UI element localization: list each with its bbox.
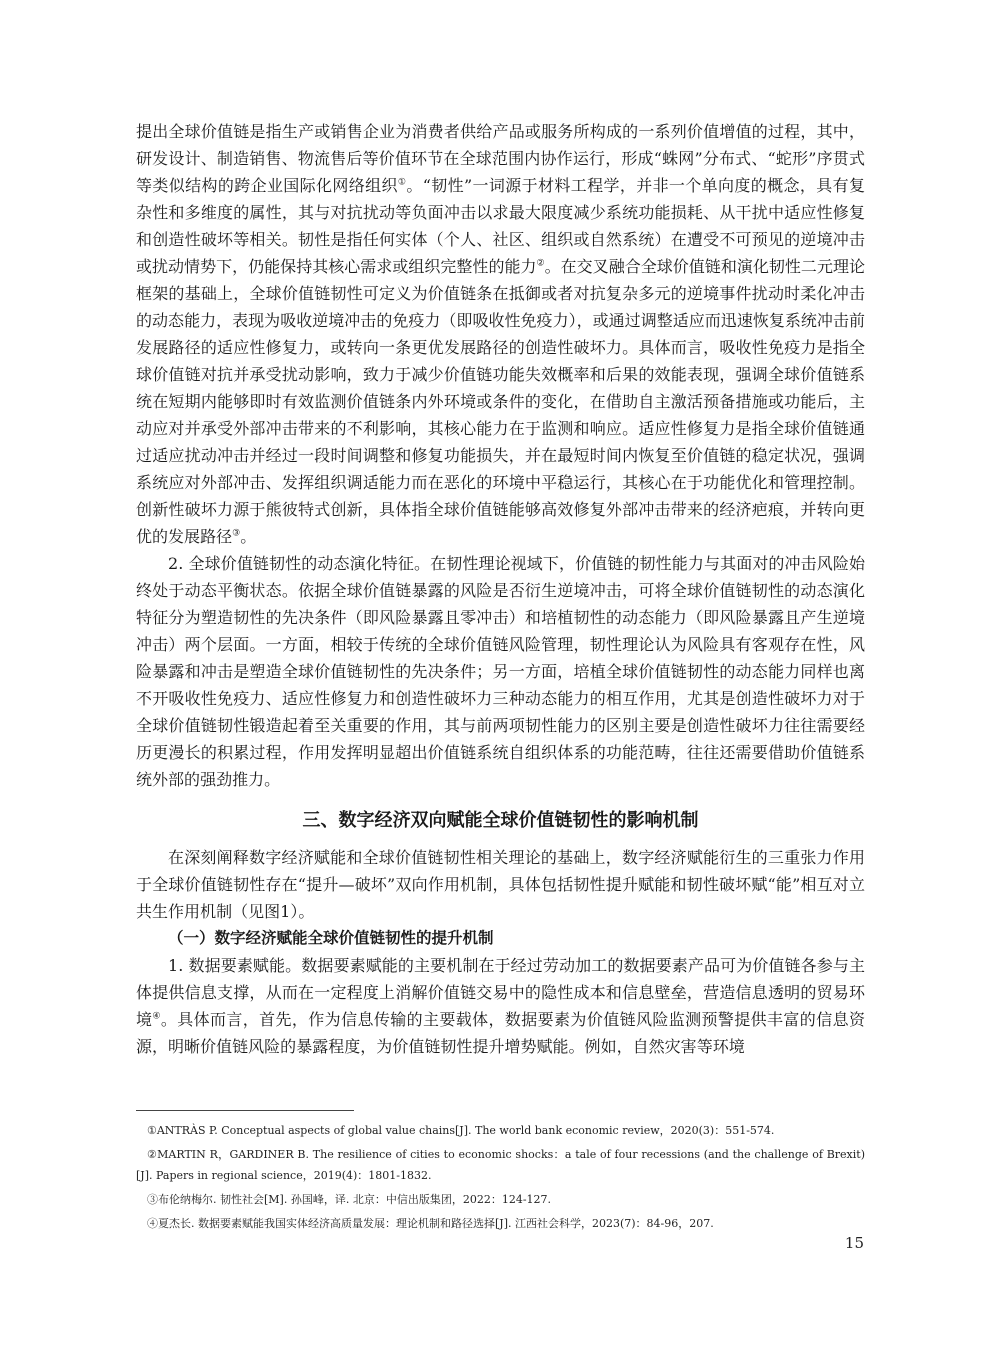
footnote-1: ①ANTRÀS P. Conceptual aspects of global value chains[J]. The world bank economic review，2020(3)：551-574. xyxy=(147,1124,775,1137)
footnote-ref-2[interactable]: ② xyxy=(536,258,545,269)
paragraph-resilience-definition xyxy=(136,118,865,550)
text-segment: 提出全球价值链是指生产或销售企业为消费者供给产品或服务所构成的一系列价值增值的过程，其中，研发设计、制造销售、物流售后等价值环节在全球范围内协作运行，形成“蛛网”分布式、“蛇形”序贯式等类似结构的跨企业国际化网络组织 xyxy=(136,122,865,195)
footnote-3: ③布伦纳梅尔. 韧性社会[M]. 孙国峰，译. 北京：中信出版集团，2022：124-127. xyxy=(147,1193,552,1206)
footnote-4: ④夏杰长. 数据要素赋能我国实体经济高质量发展：理论机制和路径选择[J]. 江西社会科学，2023(7)：84-96，207. xyxy=(147,1217,714,1230)
paragraph-section-intro: 在深刻阐释数字经济赋能和全球价值链韧性相关理论的基础上，数字经济赋能衍生的三重张力作用于全球价值链韧性存在“提升—破坏”双向作用机制，具体包括韧性提升赋能和韧性破坏赋“能”相互对立共生作用机制（见图1）。 xyxy=(136,848,865,921)
section-title: 三、数字经济双向赋能全球价值链韧性的影响机制 xyxy=(302,810,699,831)
paragraph-data-empowerment xyxy=(136,952,865,1060)
body-text xyxy=(136,118,865,1060)
text-segment: 。“韧性”一词源于材料工程学，并非一个单向度的概念，具有复杂性和多维度的属性，其与对抗扰动等负面冲击以求最大限度减少系统功能损耗、从干扰中适应性修复和创造性破坏等相关。韧性是指任何实体（个人、社区、组织或自然系统）在遭受不可预见的逆境冲击或扰动情势下，仍能保持其核心需求或组织完整性的能力 xyxy=(136,176,865,276)
footnote-ref-4[interactable]: ④ xyxy=(152,1011,161,1022)
text-segment: 1. 数据要素赋能。数据要素赋能的主要机制在于经过劳动加工的数据要素产品可为价值链各参与主体提供信息支撑，从而在一定程度上消解价值链交易中的隐性成本和信息壁垒，营造信息透明的贸易环境 xyxy=(136,956,865,1029)
text-segment: 。具体而言，首先，作为信息传输的主要载体，数据要素为价值链风险监测预警提供丰富的信息资源，明晰价值链风险的暴露程度，为价值链韧性提升增势赋能。例如，自然灾害等环境 xyxy=(136,1010,865,1056)
paragraph-dynamic-evolution: 2. 全球价值链韧性的动态演化特征。在韧性理论视域下，价值链的韧性能力与其面对的冲击风险始终处于动态平衡状态。依据全球价值链暴露的风险是否衍生逆境冲击，可将全球价值链韧性的动态演化特征分为塑造韧性的先决条件（即风险暴露且零冲击）和培植韧性的动态能力（即风险暴露且产生逆境冲击）两个层面。一方面，相较于传统的全球价值链风险管理，韧性理论认为风险具有客观存在性，风险暴露和冲击是塑造全球价值链韧性的先决条件；另一方面，培植全球价值链韧性的动态能力同样也离不开吸收性免疫力、适应性修复力和创造性破坏力三种动态能力的相互作用，尤其是创造性破坏力对于全球价值链韧性锻造起着至关重要的作用，其与前两项韧性能力的区别主要是创造性破坏力往往需要经历更漫长的积累过程，作用发挥明显超出价值链系统自组织体系的功能范畴，往往还需要借助价值链系统外部的强劲推力。 xyxy=(136,554,865,789)
footnote-ref-1[interactable]: ① xyxy=(397,177,407,188)
footnote-divider xyxy=(136,1110,354,1111)
footnotes xyxy=(136,1120,865,1237)
footnote-2: ②MARTIN R，GARDINER B. The resilience of cities to economic shocks：a tale of four recessions (and the challenge of Brexit)[J]. Papers in regional science，2019(4)：1801-1832. xyxy=(136,1148,865,1182)
page-number: 15 xyxy=(844,1234,864,1252)
text-segment: 。 xyxy=(240,527,257,546)
text-segment: 。在交叉融合全球价值链和演化韧性二元理论框架的基础上，全球价值链韧性可定义为价值链条在抵御或者对抗复杂多元的逆境事件扰动时柔化冲击的动态能力，表现为吸收逆境冲击的免疫力（即吸收性免疫力），或通过调整适应而迅速恢复系统冲击前发展路径的适应性修复力，或转向一条更优发展路径的创造性破坏力。具体而言，吸收性免疫力是指全球价值链对抗并承受扰动影响，致力于减少价值链功能失效概率和后果的效能表现，强调全球价值链系统在短期内能够即时有效监测价值链条内外环境或条件的变化，在借助自主激活预备措施或功能后，主动应对并承受外部冲击带来的不利影响，其核心能力在于监测和响应。适应性修复力是指全球价值链通过适应扰动冲击并经过一段时间调整和修复功能损失，并在最短时间内恢复至价值链的稳定状况，强调系统应对外部冲击、发挥组织调适能力而在恶化的环境中平稳运行，其核心在于功能优化和管理控制。创新性破坏力源于熊彼特式创新，具体指全球价值链能够高效修复外部冲击带来的经济疤痕，并转向更优的发展路径 xyxy=(136,257,866,546)
subsection-title: （一）数字经济赋能全球价值链韧性的提升机制 xyxy=(168,929,494,947)
footnote-ref-3[interactable]: ③ xyxy=(232,528,241,539)
